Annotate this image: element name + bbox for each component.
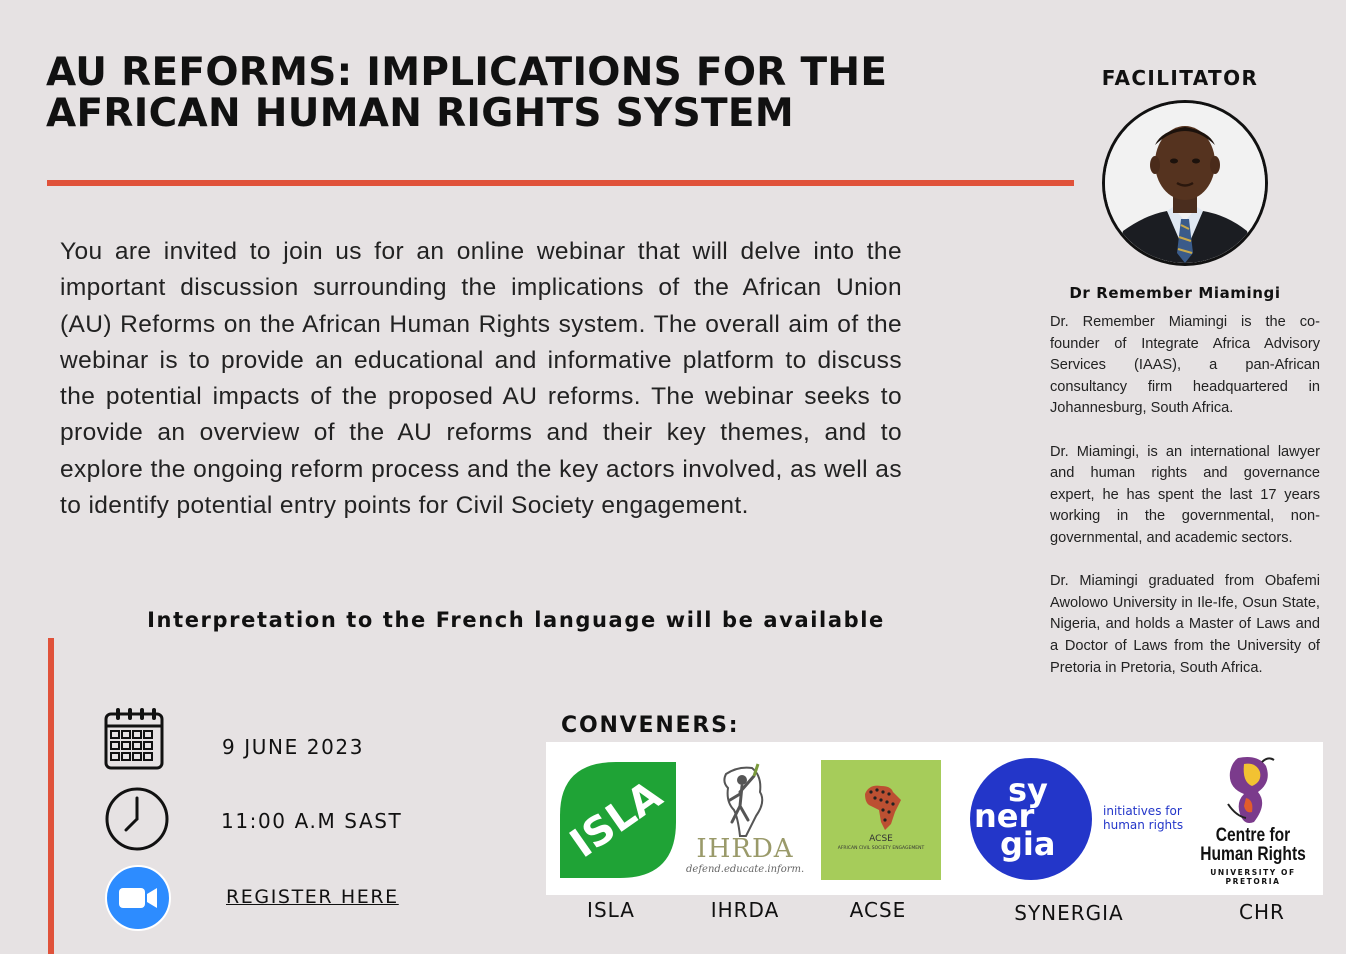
synergia-logo-line-1: sy <box>1008 771 1048 809</box>
event-date: 9 JUNE 2023 <box>222 735 365 759</box>
bio-paragraph: Dr. Miamingi graduated from Obafemi Awolowo University in Ile-Ife, Osun State, Nigeria, and holds a Master of Laws and a Doctor of Laws from the University of Pretoria in Pretoria, South Africa. <box>1050 573 1320 676</box>
bio-paragraph: Dr. Miamingi, is an international lawyer and human rights and governance expert, he has spent the last 17 years working in the governmental, non-governmental, and academic sectors. <box>1050 443 1320 546</box>
butterfly-icon <box>1188 752 1318 828</box>
ihrda-logo <box>686 758 804 883</box>
convener-label-synergia: SYNERGIA <box>1014 901 1124 925</box>
synergia-tagline-line-2: human rights <box>1103 818 1184 832</box>
event-time: 11:00 A.M SAST <box>221 809 403 833</box>
chr-logo <box>1188 752 1318 892</box>
synergia-logo-line-2: ner <box>974 797 1035 835</box>
synergia-tagline <box>1103 804 1183 832</box>
acse-logo-text: ACSE <box>869 834 893 844</box>
synergia-tagline-line-1: initiatives for <box>1103 804 1182 818</box>
intro-paragraph: You are invited to join us for an online webinar that will delve into the important discussion surrounding the implications of the African Union (AU) Reforms on the African Human Rights system. The overall aim of the webinar is to provide an educational and informative platform to discuss the potential impacts of the proposed AU reforms. The webinar seeks to provide an overview of the AU reforms and their key themes, and to explore the ongoing reform process and the key actors involved, as well as to identify potential entry points for Civil Society engagement. <box>60 238 902 520</box>
facilitator-bio <box>1050 312 1320 701</box>
portrait-image <box>1105 103 1265 263</box>
facilitator-portrait <box>1102 100 1268 266</box>
synergia-logo <box>970 758 1092 880</box>
convener-label-chr: CHR <box>1239 900 1285 924</box>
title-line-2: AFRICAN HUMAN RIGHTS SYSTEM <box>46 91 794 136</box>
title-line-1: AU REFORMS: IMPLICATIONS FOR THE <box>46 50 888 95</box>
title-divider <box>47 180 1074 186</box>
ihrda-logo-text: IHRDA <box>696 834 794 864</box>
chr-logo-line-1: Centre for <box>1215 825 1291 846</box>
isla-logo <box>558 760 678 880</box>
side-accent-bar <box>48 638 54 954</box>
isla-logo-text: ISLA <box>562 771 671 868</box>
acse-subtitle: AFRICAN CIVIL SOCIETY ENGAGEMENT <box>837 846 925 851</box>
facilitator-heading: FACILITATOR <box>1101 66 1259 90</box>
zoom-icon[interactable] <box>104 864 172 936</box>
acse-logo <box>821 760 941 880</box>
page-title <box>46 52 1046 134</box>
conveners-heading: CONVENERS: <box>561 713 740 738</box>
facilitator-name: Dr Remember Miamingi <box>1069 284 1281 302</box>
calendar-icon <box>104 706 164 774</box>
chr-logo-line-3: UNIVERSITY OF PRETORIA <box>1210 868 1296 886</box>
convener-label-ihrda: IHRDA <box>710 898 780 922</box>
synergia-logo-line-3: gia <box>1000 825 1056 863</box>
convener-label-acse: ACSE <box>849 898 907 922</box>
convener-logos-panel <box>546 742 1323 895</box>
clock-icon <box>104 786 170 856</box>
convener-label-isla: ISLA <box>587 898 635 922</box>
chr-logo-line-2: Human Rights <box>1200 844 1306 865</box>
ihrda-tagline: defend.educate.inform. <box>686 864 805 875</box>
register-link[interactable]: REGISTER HERE <box>226 886 399 908</box>
bio-paragraph: Dr. Remember Miamingi is the co-founder of Integrate Africa Advisory Services (IAAS), a pan-African consultancy firm headquartered in Johannesburg, South Africa. <box>1050 314 1320 417</box>
interpretation-note: Interpretation to the French language will be available <box>147 608 885 632</box>
